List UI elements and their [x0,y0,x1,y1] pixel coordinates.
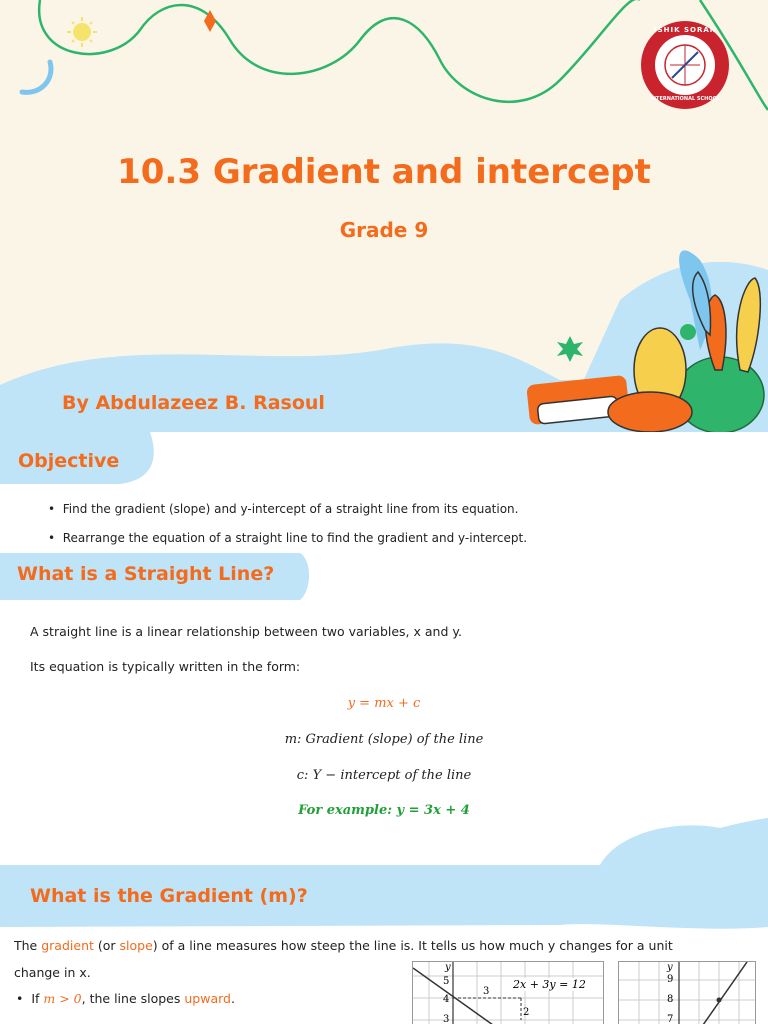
objective-bullet: • Find the gradient (slope) and y-intercept of a straight line from its equation. [48,502,519,516]
objective-heading: Objective [18,450,120,472]
gradient-heading: What is the Gradient (m)? [30,885,308,907]
graph-1-annotation: 2 [523,1007,530,1018]
graph-2-line [703,962,747,1024]
graph-1-equation: 2x + 3y = 12 [513,978,586,991]
graph-2-tick: 8 [667,994,674,1005]
gradient-definition: The gradient (or slope) of a line measures how steep the line is. It tells us how much y changes for a unit [14,938,673,953]
graph-2-axis-label: y [667,962,673,973]
graph-2-tick: 9 [667,974,674,985]
slope-word: slope [119,938,153,953]
grade-label: Grade 9 [339,218,429,242]
graph-1-annotation: 3 [483,986,490,997]
gradient-word: gradient [41,938,94,953]
gradient-bullet: • If m > 0, the line slopes upward. [16,991,235,1006]
gradient-slide [0,865,768,1024]
logo-top-text: ISHIK SORAN [654,26,717,34]
logo-bottom-text: INTERNATIONAL SCHOOL [650,96,721,102]
graph-1-axis-label: y [445,962,451,973]
general-equation: y = mx + c [347,696,421,711]
page-title: 10.3 Gradient and intercept [117,152,651,192]
graph-2 [618,961,756,1024]
straight-line-slide [0,550,768,865]
form-text: Its equation is typically written in the form: [30,659,301,674]
gradient-definition-cont: change in x. [14,965,91,980]
graph-1-tick: 4 [443,994,450,1005]
blue-wave [600,818,768,865]
straight-line-heading: What is a Straight Line? [17,563,275,585]
graph-1-tick: 5 [443,976,450,987]
author-label: By Abdulazeez B. Rasoul [62,392,325,414]
m-definition: m: Gradient (slope) of the line [284,732,484,747]
objective-bullet: • Rearrange the equation of a straight line to find the gradient and y-intercept. [48,531,528,545]
example-equation: For example: y = 3x + 4 [298,803,470,818]
c-definition: c: Y − intercept of the line [296,768,472,783]
star-icon [557,336,583,362]
school-logo [640,20,730,110]
objective-slide [0,432,768,550]
decorative-arc [22,62,51,92]
title-slide [0,0,768,432]
graph-1 [412,961,604,1024]
sun-icon [67,17,97,47]
graph-2-tick: 7 [667,1014,674,1024]
decorative-curve [39,0,640,102]
graph-1-tick: 3 [443,1014,450,1024]
definition-text: A straight line is a linear relationship between two variables, x and y. [30,624,462,639]
